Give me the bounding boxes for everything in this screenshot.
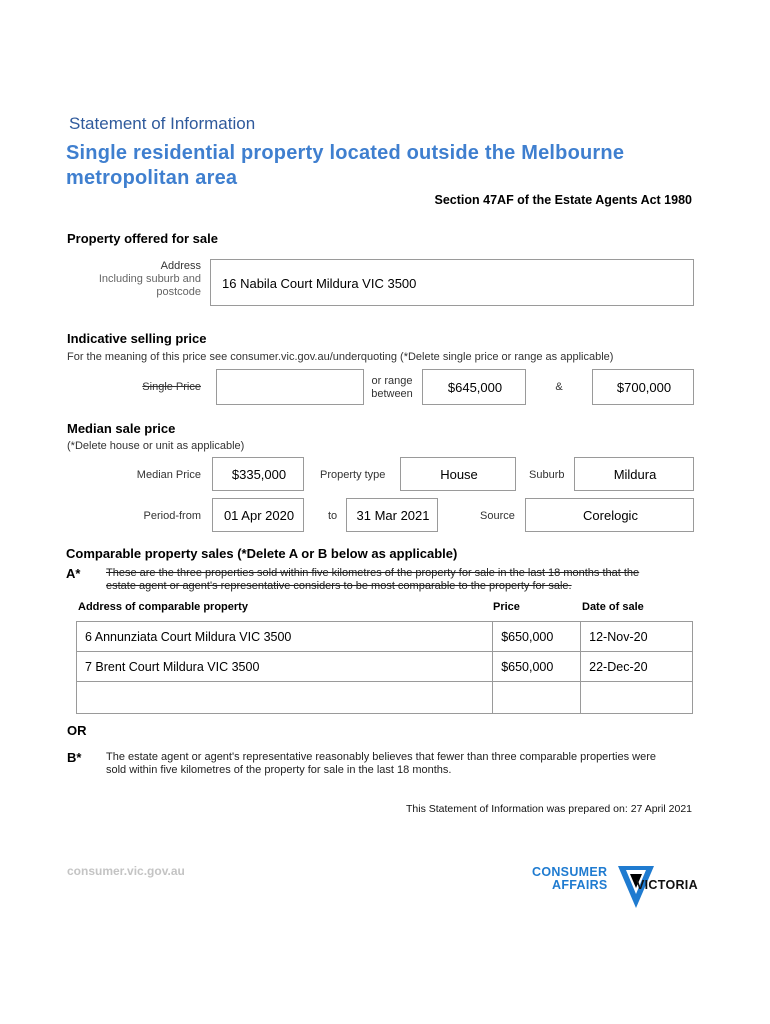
address-value: 16 Nabila Court Mildura VIC 3500 [222,276,417,291]
comparable-heading: Comparable property sales (*Delete A or B below as applicable) [66,546,458,561]
option-a-marker: A* [66,566,81,581]
comparable-address-cell[interactable]: 7 Brent Court Mildura VIC 3500 [77,652,493,682]
comparable-date-cell[interactable]: 12-Nov-20 [581,622,693,652]
suburb-field[interactable] [574,457,694,491]
period-from-value: 01 Apr 2020 [223,508,295,523]
comparable-price-cell[interactable]: $650,000 [493,622,581,652]
comparable-date-cell[interactable] [581,682,693,714]
period-to-label: to [328,510,338,522]
single-price-field[interactable] [216,369,364,405]
address-label: Address [160,260,201,272]
address-sublabel: Including suburb and [98,273,201,285]
logo-text-affairs: AFFAIRS [552,878,608,892]
comparable-address-cell[interactable] [77,682,493,714]
median-price-label: Median Price [136,469,201,481]
indicative-price-heading: Indicative selling price [67,331,207,346]
website-footer[interactable]: consumer.vic.gov.au [67,864,185,878]
comparable-price-cell[interactable] [493,682,581,714]
option-b-text-2: sold within five kilometres of the property for sale in the last 18 months. [106,764,452,776]
comparable-address-cell[interactable]: 6 Annunziata Court Mildura VIC 3500 [77,622,493,652]
consumer-affairs-victoria-logo [532,864,702,912]
range-low-field[interactable] [422,369,526,405]
median-price-field[interactable] [212,457,304,491]
period-to-field[interactable] [346,498,438,532]
suburb-value: Mildura [613,467,657,482]
table-row [77,652,693,682]
document-title: Single residential property located outside the Melbourne metropolitan area [66,142,625,189]
median-price-value: $335,000 [231,467,287,482]
source-field[interactable] [525,498,694,532]
price-note: For the meaning of this price see consumer.vic.gov.au/underquoting (*Delete single price or range as applicable) [67,351,614,363]
range-high-value: $700,000 [616,380,672,395]
option-b-marker: B* [67,750,82,765]
median-heading: Median sale price [67,421,176,436]
option-a-text: These are the three properties sold within five kilometres of the property for sale in the last 18 months that the [106,567,640,579]
range-label: or range [371,375,413,387]
prepared-date: This Statement of Information was prepared on: 27 April 2021 [406,803,692,815]
property-type-label: Property type [320,469,386,481]
property-type-field[interactable] [400,457,516,491]
range-label-between: between [371,388,413,400]
range-high-field[interactable] [592,369,694,405]
single-price-label: Single Price [142,381,201,393]
statement-heading: Statement of Information [69,114,256,133]
table-row [77,622,693,652]
source-value: Corelogic [583,508,638,523]
col-date-header: Date of sale [582,601,644,613]
suburb-label: Suburb [529,469,565,481]
property-heading: Property offered for sale [67,231,218,246]
comparable-date-cell[interactable]: 22-Dec-20 [581,652,693,682]
option-a-text-2: estate agent or agent's representative considers to be most comparable to the property for sale. [106,580,572,592]
or-label: OR [67,723,87,738]
property-type-value: House [440,467,478,482]
address-sublabel-postcode: postcode [156,286,201,298]
col-address-header: Address of comparable property [78,601,248,613]
period-to-value: 31 Mar 2021 [356,508,430,523]
logo-text-victoria: VICTORIA [636,878,698,892]
table-row [77,682,693,714]
median-note: (*Delete house or unit as applicable) [67,440,245,452]
logo-text-consumer: CONSUMER [532,865,608,879]
range-low-value: $645,000 [447,380,503,395]
option-b-text: The estate agent or agent's representative reasonably believes that fewer than three comparable properties were [106,751,656,763]
range-ampersand: & [555,381,563,393]
col-price-header: Price [493,601,520,613]
source-label: Source [480,510,515,522]
period-from-field[interactable] [212,498,304,532]
comparable-price-cell[interactable]: $650,000 [493,652,581,682]
section-reference: Section 47AF of the Estate Agents Act 1980 [434,193,692,207]
address-field[interactable] [210,259,694,306]
comparable-sales-table [76,621,693,714]
period-from-label: Period-from [143,510,201,522]
